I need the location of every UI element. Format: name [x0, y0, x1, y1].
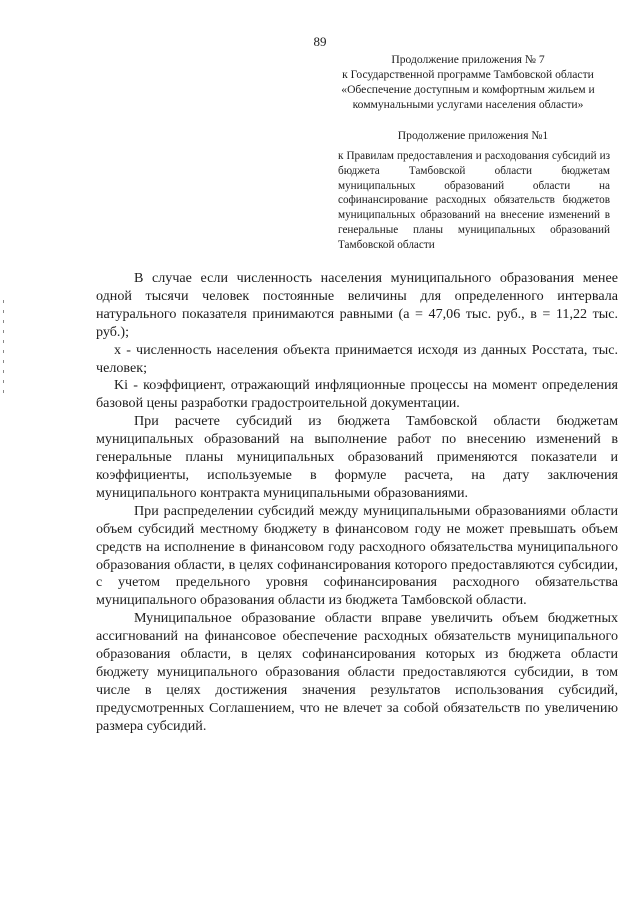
document-body	[96, 270, 618, 736]
paragraph-subsidy-distribution: При распределении субсидий между муниципальными образованиями области объем субсидий местному бюджету в финансовом году не может превышать объем средств на исполнение в финансовом году расходного обязательства муниципального образования области, в целях софинансирования которого предоставляются субсидии, с учетом предельного уровня софинансирования расходного обязательства муниципального образования области из бюджета Тамбовской области.	[96, 502, 618, 609]
paragraph-x-definition: х - численность населения объекта принимается исходя из данных Росстата, тыс. человек;	[96, 341, 618, 376]
appendix-7-line-2: к Государственной программе Тамбовской области	[342, 68, 594, 81]
scan-margin-marks	[3, 300, 5, 560]
paragraph-budget-increase: Муниципальное образование области вправе увеличить объем бюджетных ассигнований на финансовое обеспечение расходных обязательств муниципального образования области, в целях софинансирования которых из бюджета области бюджету муниципального образования области предоставляются субсидии, в том числе в целях достижения значения результатов использования субсидий, предусмотренных Соглашением, что не влечет за собой обязательств по увеличению размера субсидий.	[96, 610, 618, 734]
appendix-7-line-4: коммунальными услугами населения области»	[352, 98, 584, 111]
appendix-7-header	[318, 52, 618, 112]
paragraph-subsidy-calculation: При расчете субсидий из бюджета Тамбовской области бюджетам муниципальных образований на выполнение работ по внесению изменений в генеральные планы муниципальных образований применяются показатели и коэффициенты, используемые в формуле расчета, на дату заключения муниципального контракта муниципальными образованиями.	[96, 413, 618, 501]
paragraph-ki-definition: Ki - коэффициент, отражающий инфляционные процессы на момент определения базовой цены разработки градостроительной документации.	[96, 377, 618, 412]
appendix-7-line-1: Продолжение приложения № 7	[391, 53, 545, 66]
appendix-1-text: к Правилам предоставления и расходования субсидий из бюджета Тамбовской области бюджетам муниципальных образований области на софинансирование расходных обязательств бюджетов муниципальных образований на внесение изменений в генеральные планы муниципальных образований Тамбовской области	[338, 150, 610, 251]
paragraph-population-threshold: В случае если численность населения муниципального образования менее одной тысячи человек постоянные величины для определенного интервала натурального показателя принимаются равными (а = 47,06 тыс. руб., в = 11,22 тыс. руб.);	[96, 270, 618, 340]
page-number: 89	[313, 34, 327, 49]
appendix-7-line-3: «Обеспечение доступным и комфортным жильем и	[341, 83, 595, 96]
appendix-1-title: Продолжение приложения №1	[397, 129, 549, 142]
